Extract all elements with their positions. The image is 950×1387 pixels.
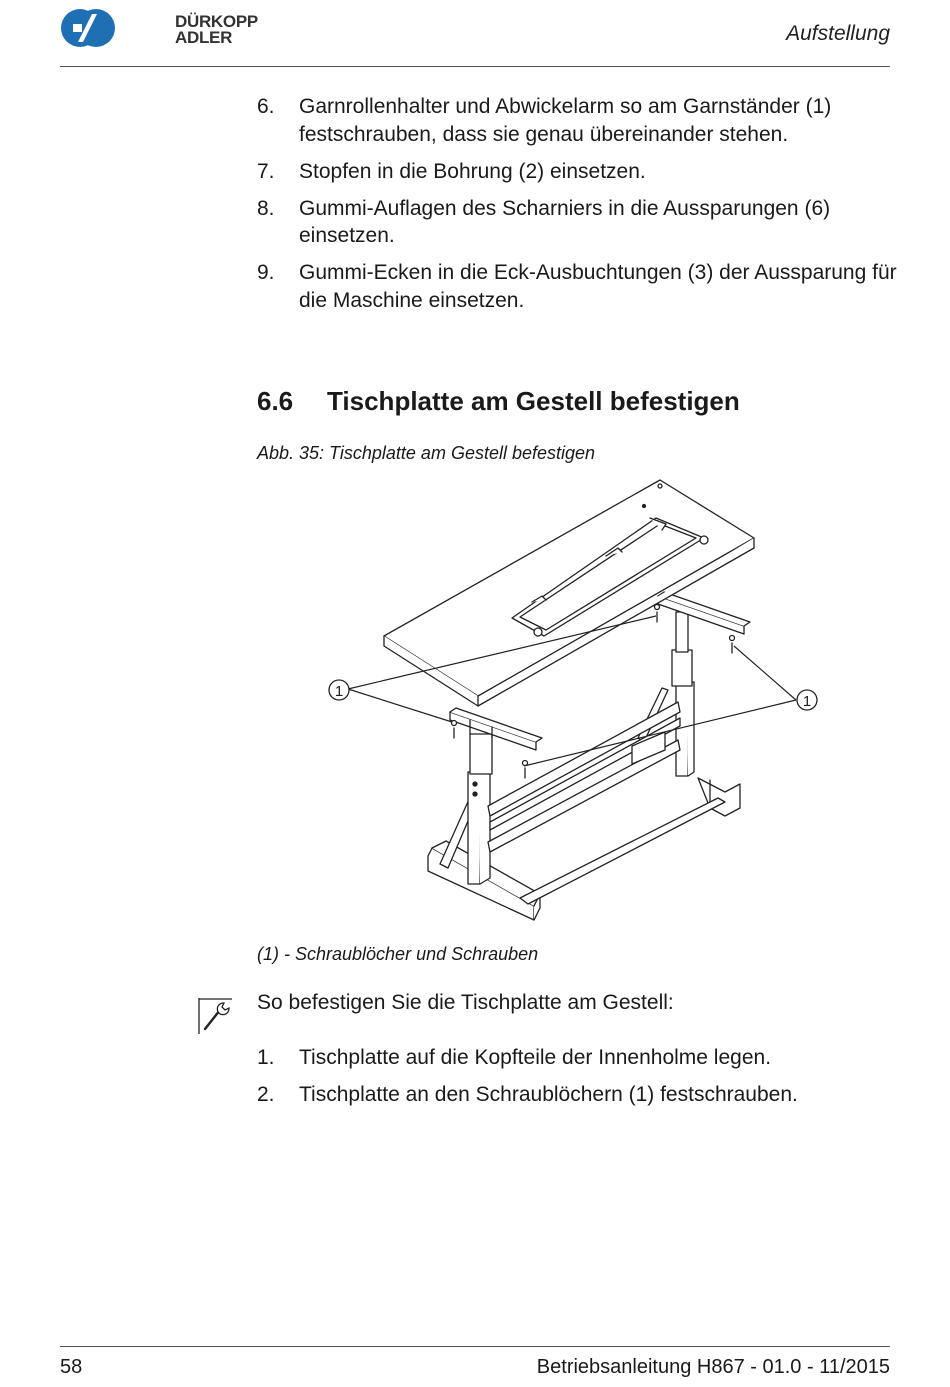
step-number: 1. bbox=[257, 1046, 275, 1069]
brand-logo bbox=[60, 8, 258, 48]
header-divider bbox=[60, 66, 890, 67]
step-number: 8. bbox=[257, 196, 275, 220]
brand-line-1: DÜRKOPP bbox=[175, 12, 258, 31]
list-item bbox=[257, 93, 897, 148]
steps-list-bottom bbox=[257, 1044, 897, 1118]
section-number: 6.6 bbox=[257, 386, 294, 416]
step-text: Garnrollenhalter und Abwickelarm so am Garnständer (1) festschrauben, dass sie genau übereinander stehen. bbox=[299, 95, 832, 146]
callout-label-left: 1 bbox=[334, 683, 344, 700]
brand-logo-mark bbox=[60, 8, 116, 48]
section-heading bbox=[257, 386, 740, 417]
step-number: 2. bbox=[257, 1083, 275, 1106]
instruction-intro: So befestigen Sie die Tischplatte am Gestell: bbox=[257, 991, 674, 1014]
callout-label-right: 1 bbox=[802, 693, 812, 710]
list-item bbox=[257, 1081, 897, 1109]
document-reference: Betriebsanleitung H867 - 01.0 - 11/2015 bbox=[536, 1356, 890, 1378]
step-text: Tischplatte an den Schraublöchern (1) festschrauben. bbox=[299, 1083, 798, 1106]
page-number: 58 bbox=[60, 1356, 83, 1378]
step-text: Gummi-Auflagen des Scharniers in die Aussparungen (6) einsetzen. bbox=[299, 196, 831, 247]
figure-caption: Abb. 35: Tischplatte am Gestell befestigen bbox=[257, 443, 596, 463]
list-item bbox=[257, 195, 897, 250]
header-section-title: Aufstellung bbox=[786, 22, 890, 45]
step-text: Tischplatte auf die Kopfteile der Innenholme legen. bbox=[299, 1046, 772, 1069]
figure-legend: (1) - Schraublöcher und Schrauben bbox=[257, 944, 539, 964]
brand-line-2: ADLER bbox=[175, 28, 233, 47]
section-title: Tischplatte am Gestell befestigen bbox=[327, 386, 740, 416]
step-number: 6. bbox=[257, 95, 275, 118]
list-item bbox=[257, 1044, 897, 1072]
footer-divider bbox=[60, 1346, 890, 1347]
step-number: 7. bbox=[257, 159, 275, 183]
step-text: Stopfen in die Bohrung (2) einsetzen. bbox=[299, 159, 646, 183]
wrench-icon bbox=[198, 998, 234, 1036]
steps-list-top bbox=[257, 93, 897, 324]
callout-marker-left bbox=[329, 680, 349, 700]
table-assembly-illustration bbox=[320, 476, 830, 938]
step-number: 9. bbox=[257, 261, 275, 284]
callout-marker-right bbox=[797, 690, 817, 710]
step-text: Gummi-Ecken in die Eck-Ausbuchtungen (3) der Aussparung für die Maschine einsetzen. bbox=[299, 261, 897, 312]
list-item bbox=[257, 158, 897, 186]
brand-name bbox=[175, 14, 258, 46]
list-item bbox=[257, 259, 897, 314]
